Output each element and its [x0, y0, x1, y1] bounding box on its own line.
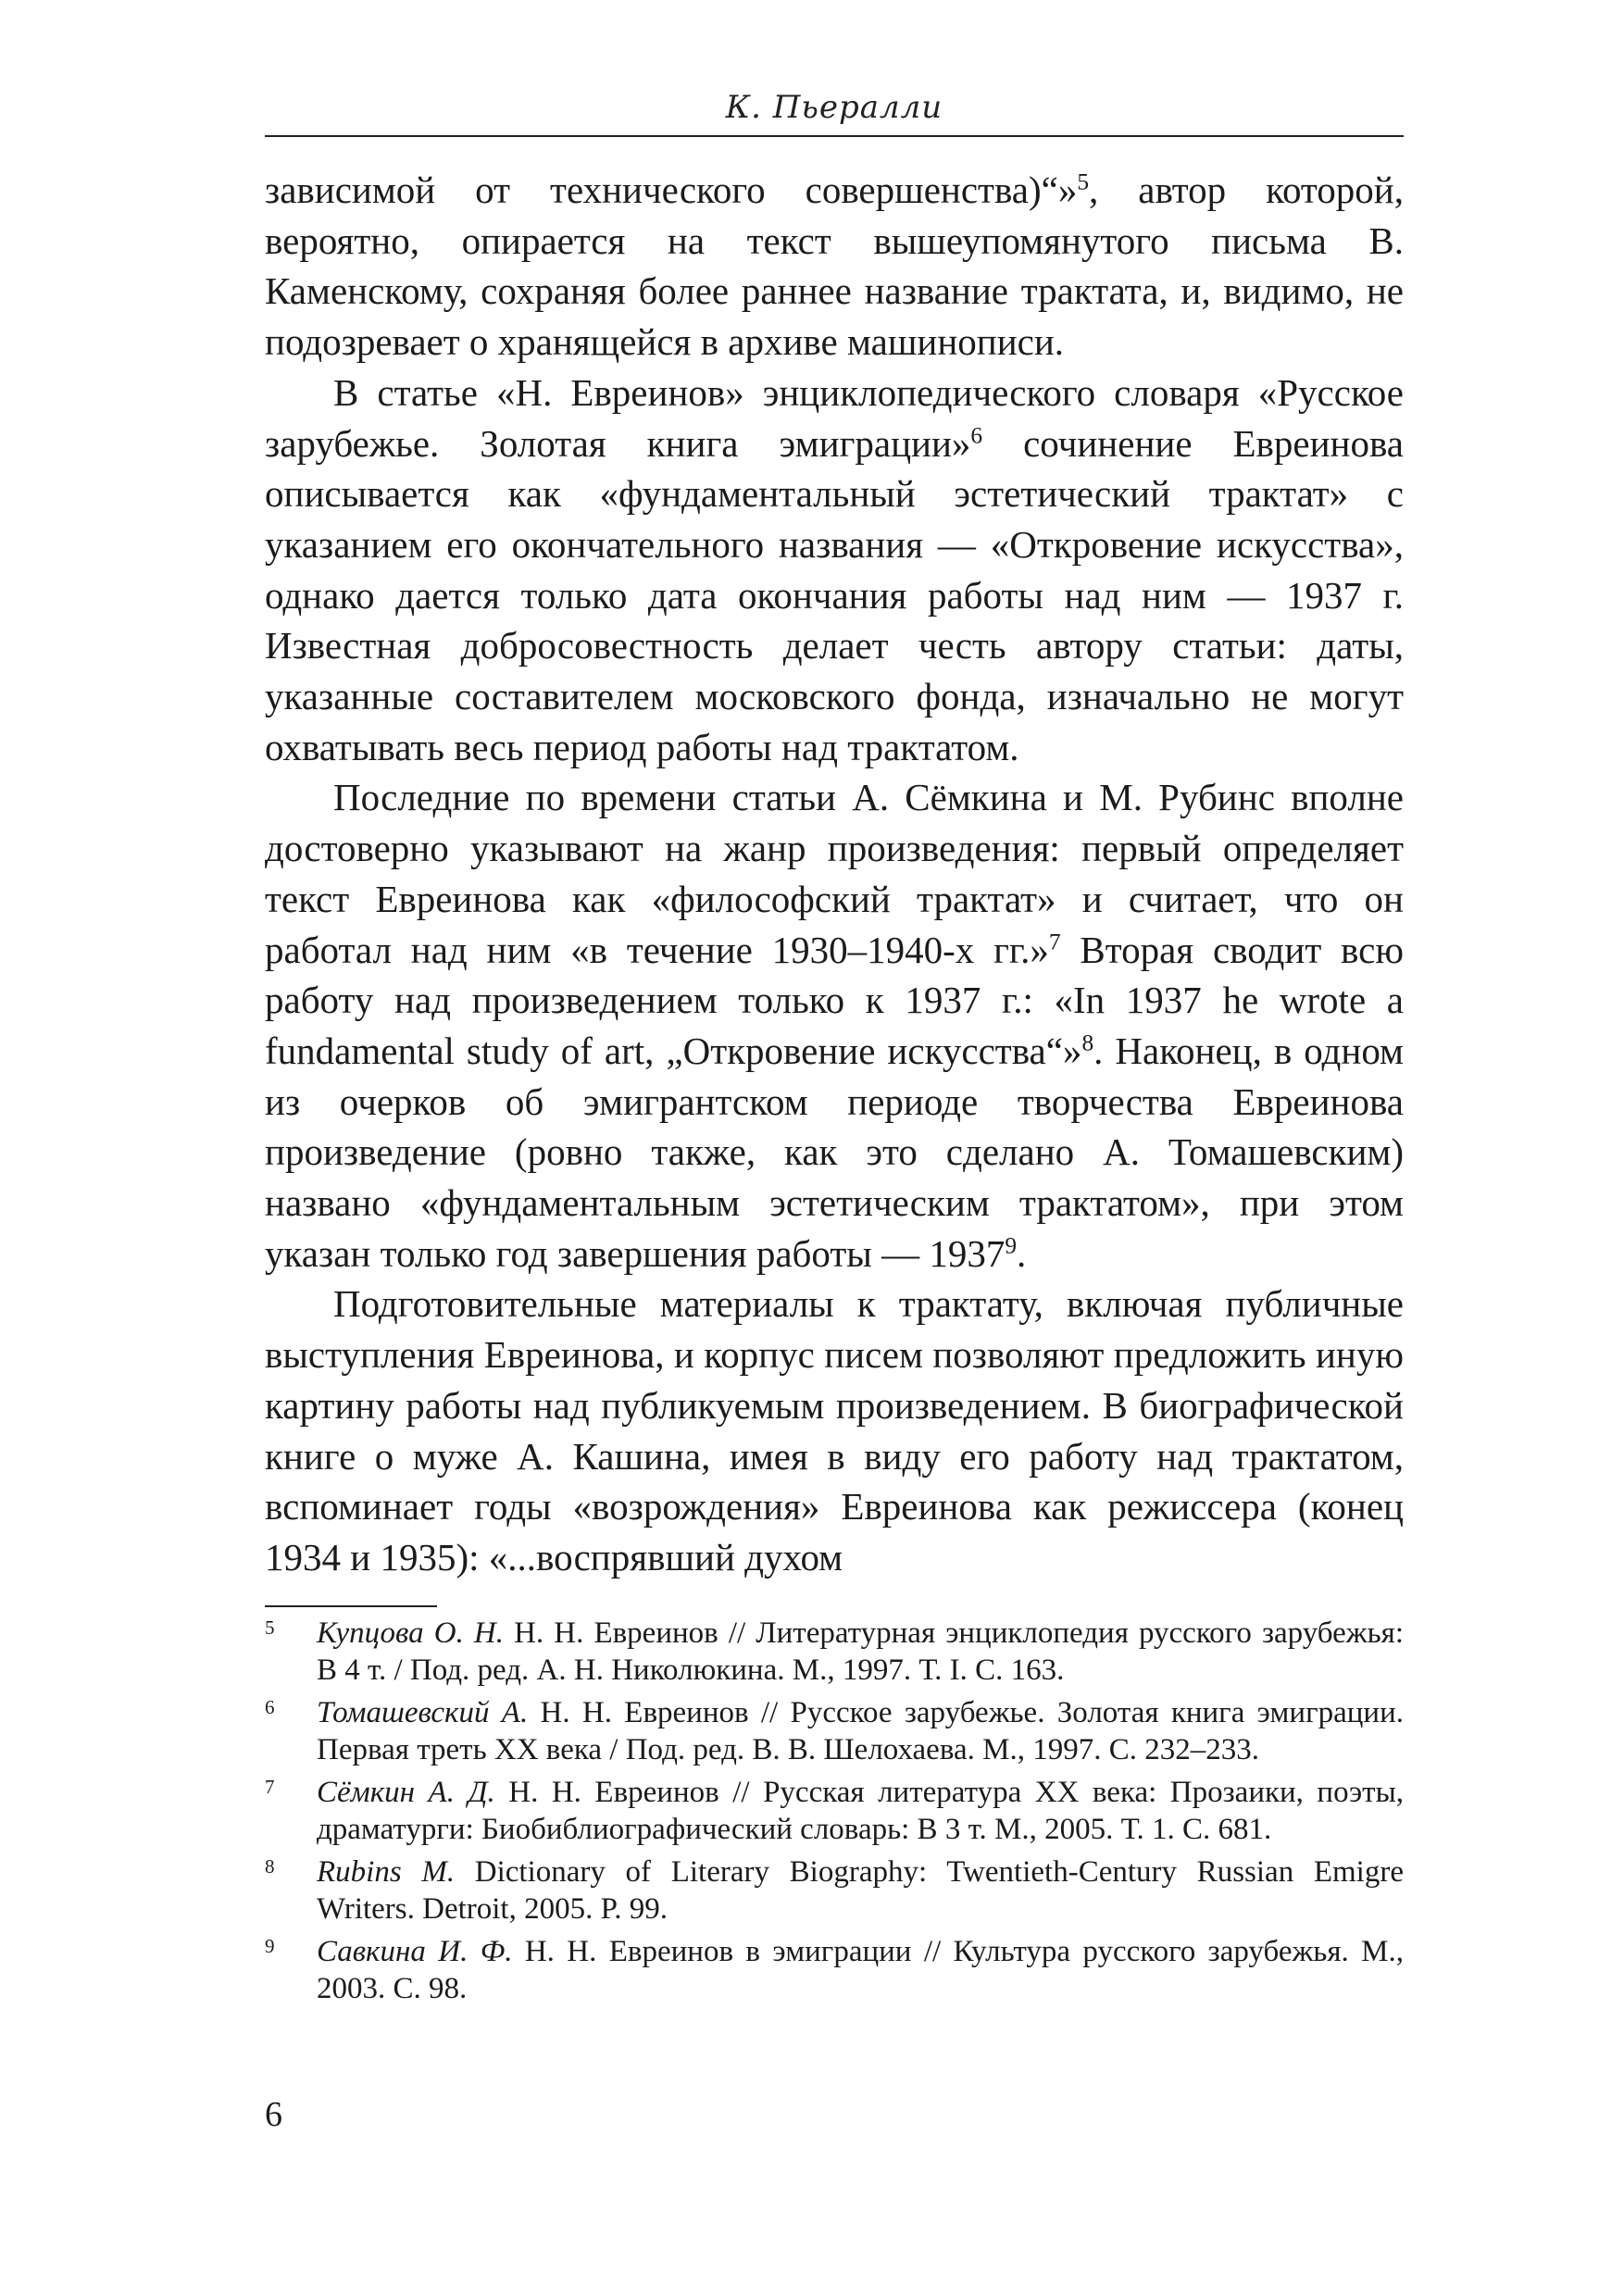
footnote-author: Сёмкин А. Д.	[317, 1776, 495, 1809]
paragraph-4	[265, 1279, 1404, 1582]
paragraph-2	[265, 368, 1404, 773]
footnote-6	[265, 1694, 1404, 1768]
footnote-body: Н. Н. Евреинов в эмиграции // Культура русского зарубежья. М., 2003. С. 98.	[317, 1935, 1404, 2005]
footnote-number: 7	[265, 1776, 275, 1798]
paragraph-3-text-a: Последние по времени статьи А. Сёмкина и М. Рубинс вполне достоверно указывают на жанр произведения: первый определяет текст Евреинова как «философский трактат» и считает, что он работал над ним «в течение 1930–1940-х гг.»	[265, 776, 1404, 971]
footnote-text	[317, 1855, 1404, 1926]
paragraph-3	[265, 772, 1404, 1279]
footnote-body: Н. Н. Евреинов // Литературная энциклопедия русского зарубежья: В 4 т. / Под. ред. А. Н. Николюкина. М., 1997. Т. I. С. 163.	[317, 1616, 1404, 1687]
paragraph-4-text: Подготовительные материалы к трактату, включая публичные выступления Евреинова, и корпус писем позволяют предложить иную картину работы над публикуемым произведением. В биографической книге о муже А. Кашина, имея в виду его работу над трактатом, вспоминает годы «возрождения» Евреинова как режиссера (конец 1934 и 1935): «...воспрявший духом	[265, 1282, 1404, 1578]
page-number: 6	[265, 2095, 282, 2134]
footnote-number: 5	[265, 1616, 275, 1639]
main-text	[265, 165, 1404, 1583]
footnote-body: Н. Н. Евреинов // Русское зарубежье. Золотая книга эмиграции. Первая треть XX века / Под. ред. В. В. Шелохаева. М., 1997. С. 232–233.	[317, 1696, 1404, 1766]
paragraph-1-cont: , автор которой, вероятно, опирается на текст вышеупомянутого письма В. Каменскому, сохраняя более раннее название трактата, и, видимо, не подозревает о хранящейся в архиве машинописи.	[265, 168, 1404, 364]
footnote-9	[265, 1933, 1404, 2007]
paragraph-1	[265, 165, 1404, 368]
header-rule	[265, 135, 1404, 137]
footnotes	[265, 1615, 1404, 2013]
footnote-8	[265, 1853, 1404, 1928]
footnote-author: Томашевский А.	[317, 1696, 529, 1729]
paragraph-3-text-c: . Наконец, в одном из очерков об эмигрантском периоде творчества Евреинова произведение (ровно также, как это сделано А. Томашевским) названо «фундаментальным эстетическим трактатом», при этом указан только год завершения работы — 1937	[265, 1029, 1404, 1275]
paragraph-2-text-b: сочинение Евреинова описывается как «фундаментальный эстетический трактат» с указанием его окончательного названия — «Откровение искусства», однако дается только дата окончания работы над ним — 1937 г. Известная добросовестность делает честь автору статьи: даты, указанные составителем московского фонда, изначально не могут охватывать весь период работы над трактатом.	[265, 421, 1404, 768]
footnote-7	[265, 1774, 1404, 1848]
running-head: К. Пьералли	[725, 89, 943, 126]
paragraph-3-text-b: Вторая сводит всю работу над произведением только к 1937 г.: «In 1937 he wrote a fundamental study of art, „Откровение искусства“»	[265, 928, 1405, 1072]
footnote-text	[317, 1776, 1404, 1846]
footnote-ref-5: 5	[1077, 168, 1090, 195]
footnote-text	[317, 1616, 1404, 1687]
footnote-ref-6: 6	[970, 421, 983, 448]
paragraph-3-text-d: .	[1017, 1231, 1027, 1275]
footnote-number: 6	[265, 1696, 275, 1718]
footnote-number: 9	[265, 1935, 275, 1957]
footnote-ref-9: 9	[1005, 1232, 1018, 1259]
footnote-body: Н. Н. Евреинов // Русская литература XX века: Прозаики, поэты, драматурги: Биобиблиографический словарь: В 3 т. М., 2005. Т. 1. С. 681.	[317, 1776, 1404, 1846]
footnote-author: Купцова О. Н.	[317, 1616, 504, 1650]
footnote-ref-8: 8	[1081, 1029, 1094, 1056]
footnote-author: Rubins M.	[317, 1855, 456, 1889]
footnote-ref-7: 7	[1048, 928, 1061, 955]
footnote-rule	[265, 1605, 437, 1607]
footnote-body: Dictionary of Literary Biography: Twentieth-Century Russian Emigre Writers. Detroit, 2005. P. 99.	[317, 1855, 1404, 1926]
footnote-5	[265, 1615, 1404, 1689]
footnote-text	[317, 1696, 1404, 1766]
footnote-text	[317, 1935, 1404, 2005]
paragraph-2-text-a: В статье «Н. Евреинов» энциклопедического словаря «Русское зарубежье. Золотая книга эмиграции»	[265, 370, 1404, 465]
footnote-number: 8	[265, 1855, 275, 1878]
paragraph-1-text: зависимой от технического совершенства)“»	[265, 168, 1078, 211]
footnote-author: Савкина И. Ф.	[317, 1935, 513, 1968]
